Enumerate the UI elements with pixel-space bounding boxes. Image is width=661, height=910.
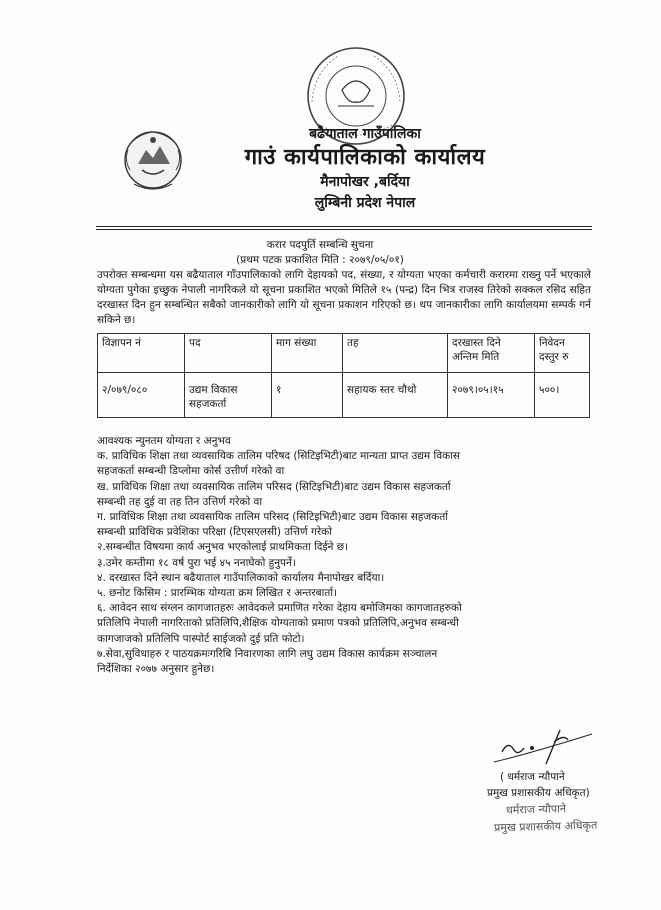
province-name: लुम्बिनी प्रदेश नेपाल [314, 195, 416, 211]
table-header-row [98, 334, 590, 373]
cell-post: उद्यम विकास सहजकर्ता [185, 373, 272, 418]
requirement-line: सम्बन्धी तह दुई वा तह तिन उत्तिर्ण गरेको वा [97, 495, 263, 508]
col-header-quantity: माग संख्या [272, 334, 343, 373]
office-location: मैनापोखर ,बर्दिया [320, 174, 410, 190]
vacancy-table [97, 333, 590, 418]
requirement-line: ६. आवेदन साथ संग्लन कागजातहरुः आवेदकले प्रमाणित गरेका देहाय बमोजिमका कागजातहरुको [97, 602, 462, 615]
requirement-line: सहजकर्ता सम्बन्धी डिप्लोमा कोर्स उत्तीर्ण गरेको वा [97, 465, 285, 478]
col-header-level: तह [343, 334, 448, 373]
requirement-line: क. प्राविधिक शिक्षा तथा व्यवसायिक तालिम परिषद (सिटिइभिटी)बाट मान्यता प्राप्त उद्यम विकास [97, 450, 460, 463]
notice-intro-paragraph: उपरोक्त सम्बन्धमा यस बढैयाताल गाँउपालिकाको लागि देहायको पद, संख्या, र योग्यता भएका कर्मचारी करारमा राख्नु पर्ने भएकाले योग्यता पुगेका इच्छुक नेपाली नागरिकले यो सूचना प्रकाशित भएको मितिले १५ (पन्द्र) दिन भित्र राजस्व तिरेको सक्कल रसिद सहित दरखास्त दिन हुन सम्बन्धित सबैको जानकारीको लागि यो सूचना प्रकाशन गरिएको छ। थप जानकारीका लागि कार्यालयमा सम्पर्क गर्न सकिने छ। [97, 269, 591, 326]
office-name: गाउं कार्यपालिकाको कार्यालय [244, 145, 486, 170]
requirement-line: सम्बन्धी प्राविधिक प्रवेशिका परिक्षा (टिएसएलसी) उत्तिर्ण गरेको [97, 526, 332, 539]
requirement-line: ग. प्राविधिक शिक्षा तथा व्यवसायिक तालिम परिसद (सिटिइभिटी)बाट उद्यम विकास सहजकर्ता [97, 511, 448, 524]
cell-ad-number: २/०७९/०८० [98, 373, 185, 418]
role-stamp: प्रमुख प्रशासकीय अधिकृत [493, 818, 598, 835]
requirement-line: ५. छनोट किसिम : प्रारम्भिक योग्यता क्रम लिखित र अन्तरबार्ता। [97, 587, 338, 600]
notice-published-date: (प्रथम पटक प्रकाशित मिति : २०७९/०५/०१) [236, 254, 404, 266]
col-header-deadline: दरखास्त दिने अन्तिम मिति [448, 334, 535, 373]
nepal-emblem-icon [120, 126, 186, 196]
name-stamp: धर्मराज न्यौपाने [505, 802, 567, 817]
requirements-section [97, 434, 591, 677]
requirement-line: ख. प्राविधिक शिक्षा तथा व्यवसायिक तालिम परिसद (सिटिइभिटी)बाट उद्यम विकास सहजकर्ता [97, 480, 451, 493]
requirements-heading: आवश्यक न्युनतम योग्यता र अनुभव [97, 435, 231, 447]
cell-quantity: १ [272, 373, 343, 418]
requirement-line: कागजाजको प्रतिलिपि पास्पोर्ट साईजको दुई प्रति फोटो। [97, 632, 305, 645]
requirement-line: ४. दरखास्त दिने स्थान बढैयाताल गाउँपालिकाको कार्यालय मैनापोखर बर्दिया। [97, 571, 385, 584]
requirement-line: प्रतिलिपि नेपाली नागरिताको प्रतिलिपि,शैक्षिक योग्यताको प्रमाण पत्रको प्रतिलिपि,अनुभव सम्बन्धी [97, 617, 459, 630]
signatory-role: प्रमुख प्रशासकीय अधिकृत) [487, 787, 590, 799]
municipality-name: बढैयाताल गाउँपालिका [309, 126, 421, 142]
table-row [98, 373, 590, 418]
cell-deadline: २०७९।०५।१५ [448, 373, 535, 418]
requirement-line: २.सम्बन्धीत विषयमा कार्य अनुभव भएकोलाई प्राथमिकता दिईने छ। [97, 541, 349, 554]
requirement-line: ७.सेवा,सुविधाहरु र पाठयक्रमःगरिबि निवारणका लागि लघु उद्यम विकास कार्यक्रम सञ्चालन [97, 647, 438, 660]
header-divider-thin [96, 229, 592, 230]
header-divider [96, 226, 592, 227]
handwritten-signature [488, 724, 598, 768]
notice-title: करार पदपुर्ति सम्बन्धि सुचना [266, 239, 374, 251]
requirement-line: निर्देशिका २०७७ अनुसार हुनेछ। [97, 663, 215, 676]
col-header-fee: निवेदन दस्तुर रु [535, 334, 590, 373]
col-header-ad-number: विज्ञापन नं [98, 334, 185, 373]
col-header-post: पद [185, 334, 272, 373]
signatory-name: ( धर्मराज न्यौपाने [500, 771, 565, 783]
cell-level: सहायक स्तर चौथो [343, 373, 448, 418]
requirement-line: ३.उमेर कम्तीमा १८ वर्ष पुरा भई ४५ ननाघेको हुनुपर्ने। [97, 556, 296, 569]
cell-fee: ५००। [535, 373, 590, 418]
